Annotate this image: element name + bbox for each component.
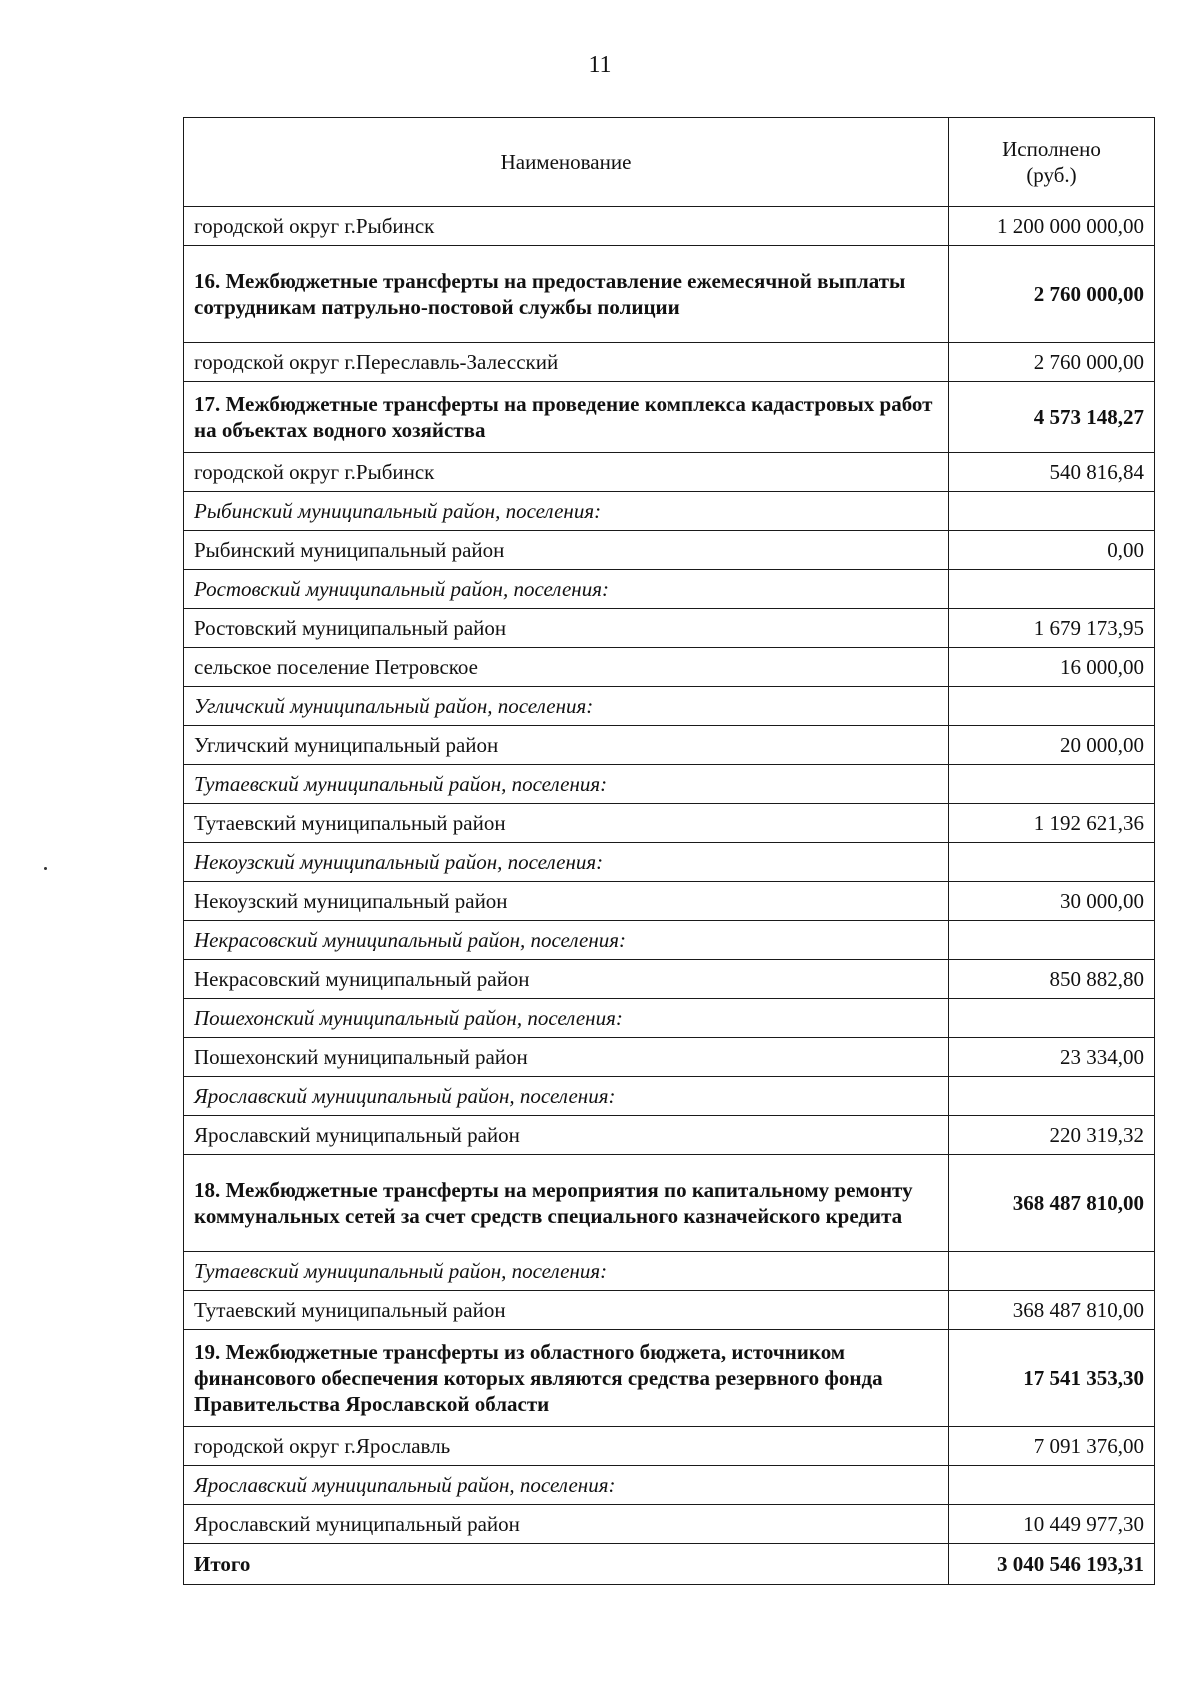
row-value: 17 541 353,30 <box>949 1330 1155 1427</box>
row-value <box>949 492 1155 531</box>
group-heading-row <box>184 843 1155 882</box>
transfers-table <box>183 117 1155 1585</box>
table-body <box>184 207 1155 1544</box>
row-name: Угличский муниципальный район, поселения: <box>184 687 949 726</box>
row-value: 1 200 000 000,00 <box>949 207 1155 246</box>
header-executed-line1: Исполнено <box>1002 137 1101 161</box>
group-heading-row <box>184 570 1155 609</box>
row-value: 10 449 977,30 <box>949 1505 1155 1544</box>
table-header-row <box>184 118 1155 207</box>
table-row <box>184 1427 1155 1466</box>
table-row <box>184 343 1155 382</box>
group-heading-row <box>184 1077 1155 1116</box>
row-name: Рыбинский муниципальный район <box>184 531 949 570</box>
group-heading-row <box>184 687 1155 726</box>
row-value <box>949 921 1155 960</box>
row-value: 23 334,00 <box>949 1038 1155 1077</box>
row-value <box>949 687 1155 726</box>
group-heading-row <box>184 765 1155 804</box>
table-row <box>184 960 1155 999</box>
row-name: городской округ г.Рыбинск <box>184 207 949 246</box>
row-name: Тутаевский муниципальный район, поселения: <box>184 765 949 804</box>
page-number: 11 <box>588 52 612 78</box>
row-value: 2 760 000,00 <box>949 246 1155 343</box>
row-value: 4 573 148,27 <box>949 382 1155 453</box>
row-name: Некрасовский муниципальный район <box>184 960 949 999</box>
section-row <box>184 246 1155 343</box>
row-value <box>949 1466 1155 1505</box>
row-value: 16 000,00 <box>949 648 1155 687</box>
row-value: 1 192 621,36 <box>949 804 1155 843</box>
row-value <box>949 570 1155 609</box>
row-name: городской округ г.Рыбинск <box>184 453 949 492</box>
row-name: Некрасовский муниципальный район, поселения: <box>184 921 949 960</box>
total-row <box>184 1544 1155 1585</box>
row-name: Ярославский муниципальный район <box>184 1505 949 1544</box>
header-name: Наименование <box>184 118 949 207</box>
row-name: Пошехонский муниципальный район <box>184 1038 949 1077</box>
group-heading-row <box>184 1466 1155 1505</box>
section-row <box>184 382 1155 453</box>
row-value: 30 000,00 <box>949 882 1155 921</box>
scan-speck <box>44 867 47 870</box>
section-row <box>184 1155 1155 1252</box>
table-row <box>184 648 1155 687</box>
row-value <box>949 999 1155 1038</box>
total-value: 3 040 546 193,31 <box>949 1544 1155 1585</box>
row-name: Тутаевский муниципальный район <box>184 1291 949 1330</box>
table-row <box>184 531 1155 570</box>
table-row <box>184 804 1155 843</box>
row-value: 0,00 <box>949 531 1155 570</box>
row-name: городской округ г.Переславль-Залесский <box>184 343 949 382</box>
header-executed <box>949 118 1155 207</box>
group-heading-row <box>184 999 1155 1038</box>
row-name: городской округ г.Ярославль <box>184 1427 949 1466</box>
row-name: Некоузский муниципальный район, поселения: <box>184 843 949 882</box>
row-value: 220 319,32 <box>949 1116 1155 1155</box>
row-value: 1 679 173,95 <box>949 609 1155 648</box>
table-row <box>184 207 1155 246</box>
group-heading-row <box>184 1252 1155 1291</box>
header-executed-line2: (руб.) <box>1026 163 1077 187</box>
row-value: 540 816,84 <box>949 453 1155 492</box>
total-label: Итого <box>184 1544 949 1585</box>
table-row <box>184 1291 1155 1330</box>
row-name: Ростовский муниципальный район <box>184 609 949 648</box>
row-name: Угличский муниципальный район <box>184 726 949 765</box>
row-name: 17. Межбюджетные трансферты на проведение комплекса кадастровых работ на объектах водного хозяйства <box>184 382 949 453</box>
row-value <box>949 843 1155 882</box>
row-value <box>949 1252 1155 1291</box>
row-name: сельское поселение Петровское <box>184 648 949 687</box>
table-row <box>184 453 1155 492</box>
row-value: 2 760 000,00 <box>949 343 1155 382</box>
row-value: 850 882,80 <box>949 960 1155 999</box>
row-name: Тутаевский муниципальный район, поселения: <box>184 1252 949 1291</box>
table-row <box>184 1505 1155 1544</box>
row-name: Некоузский муниципальный район <box>184 882 949 921</box>
table-row <box>184 609 1155 648</box>
table-row <box>184 726 1155 765</box>
row-name: Ярославский муниципальный район <box>184 1116 949 1155</box>
row-value <box>949 765 1155 804</box>
row-name: Ярославский муниципальный район, поселения: <box>184 1466 949 1505</box>
row-name: 16. Межбюджетные трансферты на предоставление ежемесячной выплаты сотрудникам патрульно-постовой службы полиции <box>184 246 949 343</box>
row-name: Пошехонский муниципальный район, поселения: <box>184 999 949 1038</box>
row-value: 7 091 376,00 <box>949 1427 1155 1466</box>
row-value: 20 000,00 <box>949 726 1155 765</box>
table-row <box>184 1038 1155 1077</box>
row-value <box>949 1077 1155 1116</box>
row-name: Ростовский муниципальный район, поселения: <box>184 570 949 609</box>
row-name: Тутаевский муниципальный район <box>184 804 949 843</box>
group-heading-row <box>184 921 1155 960</box>
row-name: Рыбинский муниципальный район, поселения: <box>184 492 949 531</box>
table-row <box>184 1116 1155 1155</box>
section-row <box>184 1330 1155 1427</box>
row-name: 18. Межбюджетные трансферты на мероприятия по капитальному ремонту коммунальных сетей за счет средств специального казначейского кредита <box>184 1155 949 1252</box>
row-name: Ярославский муниципальный район, поселения: <box>184 1077 949 1116</box>
table-row <box>184 882 1155 921</box>
row-name: 19. Межбюджетные трансферты из областного бюджета, источником финансового обеспечения которых являются средства резервного фонда Правительства Ярославской области <box>184 1330 949 1427</box>
group-heading-row <box>184 492 1155 531</box>
row-value: 368 487 810,00 <box>949 1291 1155 1330</box>
row-value: 368 487 810,00 <box>949 1155 1155 1252</box>
